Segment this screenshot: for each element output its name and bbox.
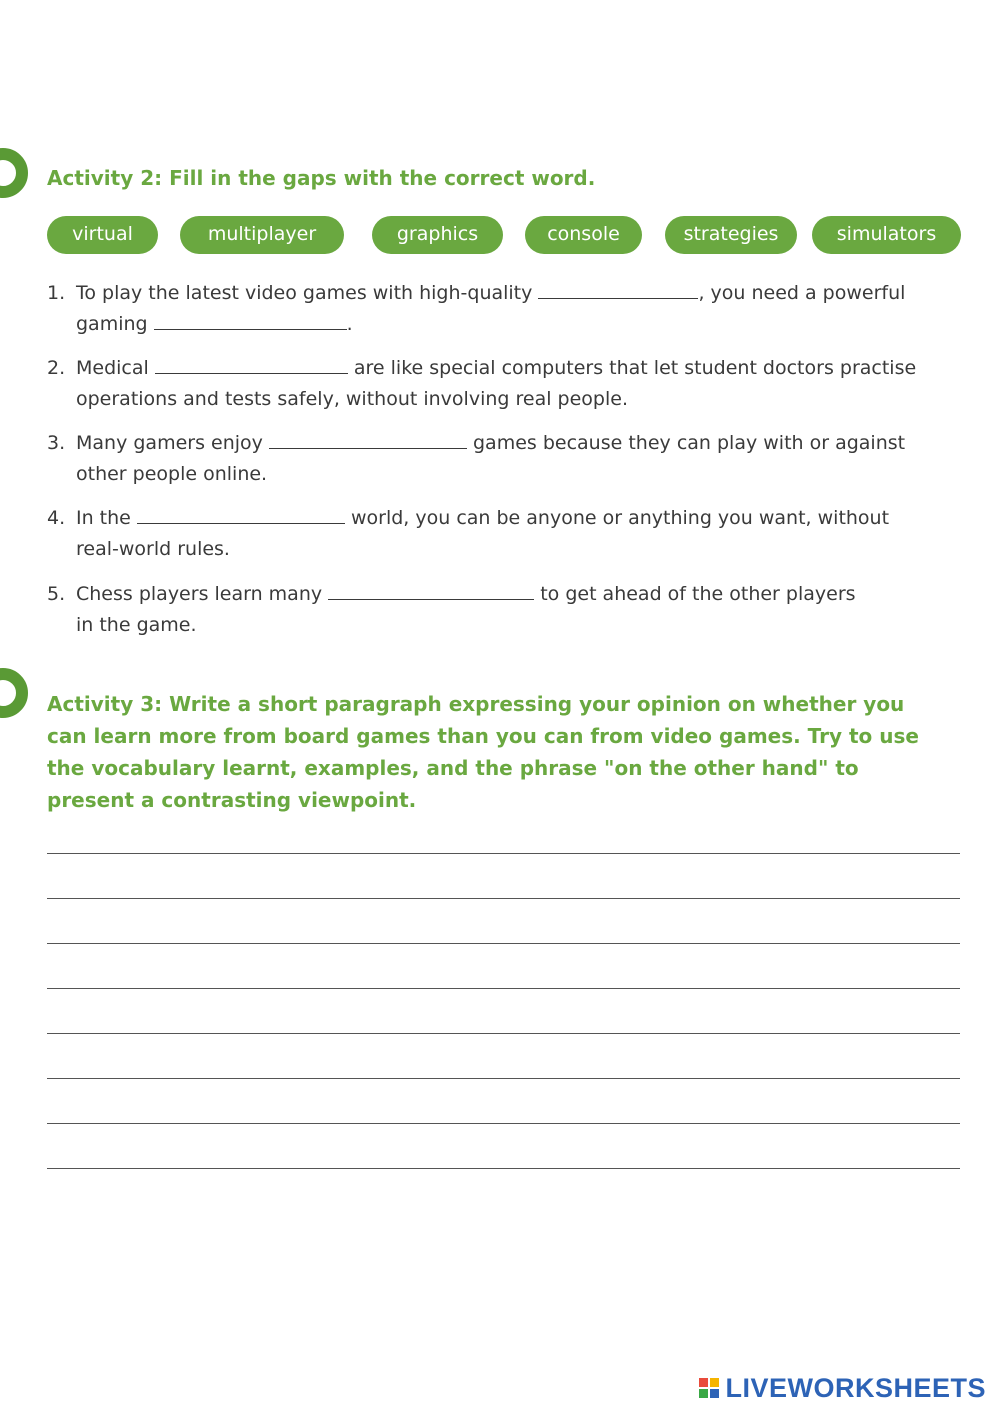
writing-line[interactable] [47,898,960,899]
answer-blank[interactable] [154,310,347,330]
question-text: operations and tests safely, without involving real people. [76,388,628,410]
question-number: 5. [47,583,66,605]
question-5 [47,579,947,641]
question-number: 3. [47,432,66,454]
question-text: . [346,313,353,335]
question-text: Many gamers enjoy [76,432,263,454]
writing-line[interactable] [47,853,960,854]
logo-square [710,1378,719,1387]
activity3-heading: Activity 3: Write a short paragraph expressing your opinion on whether you can learn more from board games than you can from video games. Try to use the vocabulary learnt, examples, and the phrase "on the other hand" to present a contrasting viewpoint. [47,692,919,812]
question-number: 4. [47,507,66,529]
writing-line[interactable] [47,1168,960,1169]
word-bank-virtual[interactable]: virtual [47,216,158,254]
activity2-ring-marker [0,148,28,198]
answer-blank[interactable] [137,504,345,524]
answer-blank[interactable] [155,354,348,374]
logo-square [699,1389,708,1398]
word-bank-simulators[interactable]: simulators [812,216,961,254]
question-3 [47,428,947,490]
question-text: are like special computers that let student doctors practise [353,357,917,379]
writing-line[interactable] [47,1033,960,1034]
question-text: Medical [76,357,149,379]
word-bank-graphics[interactable]: graphics [372,216,503,254]
word-bank-console[interactable]: console [525,216,642,254]
answer-blank[interactable] [269,429,467,449]
question-text: To play the latest video games with high-quality [76,282,533,304]
logo-square [699,1378,708,1387]
question-text: games because they can play with or against [473,432,906,454]
question-text: gaming [76,313,148,335]
liveworksheets-logo [699,1374,986,1402]
question-text: world, you can be anyone or anything you want, without [350,507,890,529]
writing-line[interactable] [47,1078,960,1079]
question-4 [47,503,947,565]
question-text: In the [76,507,131,529]
question-1 [47,278,947,340]
writing-line[interactable] [47,1123,960,1124]
brand-text: LIVEWORKSHEETS [725,1372,986,1403]
question-text: in the game. [76,614,197,636]
question-text: , you need a powerful [698,282,906,304]
logo-grid-icon [699,1378,719,1398]
writing-line[interactable] [47,988,960,989]
activity3-ring-marker [0,668,28,718]
answer-blank[interactable] [538,279,698,299]
question-text: other people online. [76,463,268,485]
word-bank-strategies[interactable]: strategies [665,216,797,254]
question-text: to get ahead of the other players [540,583,856,605]
question-text: real-world rules. [76,538,230,560]
question-text: Chess players learn many [76,583,323,605]
word-bank-multiplayer[interactable]: multiplayer [180,216,344,254]
writing-line[interactable] [47,943,960,944]
activity2-heading: Activity 2: Fill in the gaps with the correct word. [47,166,596,190]
logo-square [710,1389,719,1398]
question-number: 1. [47,282,66,304]
question-2 [47,353,947,415]
question-number: 2. [47,357,66,379]
answer-blank[interactable] [328,580,534,600]
